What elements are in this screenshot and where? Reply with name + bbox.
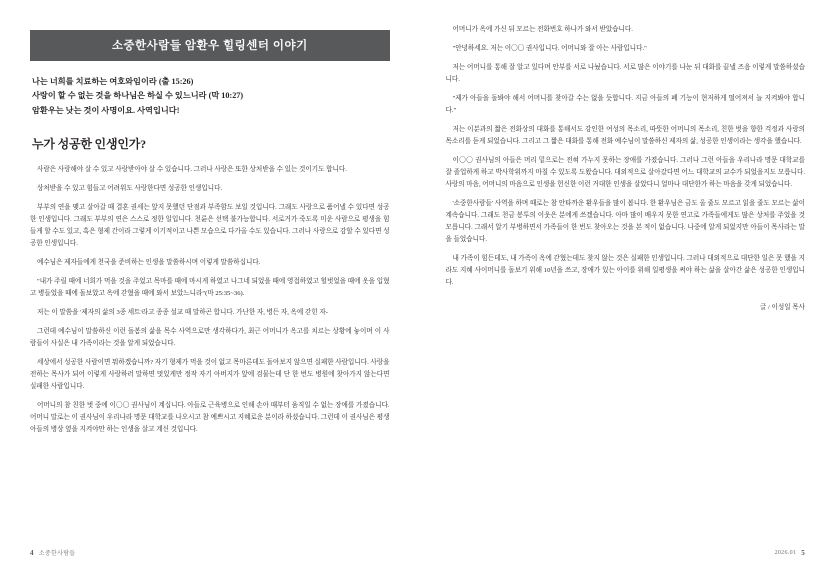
page-gutter bbox=[417, 0, 418, 573]
author-signature: 글 / 이성일 목사 bbox=[760, 304, 805, 311]
scripture-verse-block bbox=[32, 75, 390, 117]
verse-line: 암환우는 낫는 것이 사명이요. 사역입니다! bbox=[32, 105, 180, 115]
paragraph: 어머니의 참 친한 벗 중에 이〇〇 권사님이 계십니다. 아들로 근육병으로 인해 손아 때부터 움직일 수 없는 장애를 가졌습니다. 어머니 말로는 이 권사님이 우리나라 명문 대학교를 나오시고 참 예쁘시고 지혜로운 분이라 하셨습니다. 그런데 이 권사님은 평생 아들의 병상 옆을 지켜야만 하는 인생을 살고 계신 것입니다. bbox=[30, 401, 390, 433]
right-page bbox=[418, 0, 835, 573]
right-page-footer bbox=[775, 549, 805, 557]
paragraph: 그런데 예수님이 말씀하신 이런 돌봄의 삶을 목수 사역으로만 생각하다가, 최근 어머니가 옥고를 치르는 상황에 놓이며 이 사람들이 사실은 내 가족이라는 것을 알게 되었습니다. bbox=[30, 327, 390, 347]
paragraph: 부부의 연을 맺고 살아갈 때 결혼 권세는 앞지 못했던 단점과 부족함도 보일 것입니다. 그래도 사랑으로 품어낼 수 있다면 성공한 인생입니다. 그래도 부부의 연은 스스로 정한 일입니다. 천륜은 선택 불가능합니다. 서로거가 죽도록 미운 사람으로 평생을 힘들게 할 수도 있고, 혹은 형제 간이라 그렇게 이기적이고 나쁜 모습으로 다가올 수도 있습니다. 그러나 사랑으로 감할 수 있다면 성공한 인생입니다. bbox=[30, 203, 390, 247]
paragraph: 상처받을 수 있고 힘들고 어려워도 사랑한다면 성공한 인생입니다. bbox=[37, 184, 223, 192]
issue-date: 2026.01 bbox=[774, 550, 797, 556]
dialogue-paragraph: "안녕하세요. 저는 이〇〇 권사입니다. 어머니와 잘 아는 사람입니다." bbox=[452, 45, 647, 52]
paragraph: 내 가족이 힘든데도, 내 가족이 옥에 갇혔는데도 찾지 않는 것은 실패한 인생입니다. 그러나 대외적으로 대단한 일은 못 했을 지라도 지혜 사이머니를 돌보기 위해 10년을 쓰고, 장애가 있는 아이를 위해 일평생을 써야 하는 삶을 살아간 삶은 성공한 인생입니다. bbox=[445, 255, 805, 286]
paragraph: 세상에서 성공한 사람이면 뭐하겠습니까? 자기 형제가 먹을 것이 없고 목마른데도 돌아보지 않으면 실패한 사람입니다. 사랑을 전하는 목사가 되어 이렇게 사랑하러 말하면 멋있게만 정작 자기 아버지가 앞에 검물는데 단 한 번도 병원에 찾아가지 않는다면 실패한 사람입니다. bbox=[30, 358, 390, 390]
article-title-bar: 소중한사람들 암환우 힐링센터 이야기 bbox=[30, 30, 390, 61]
paragraph: 예수님은 제자들에게 천국을 준비하는 인생을 말씀하시며 이렇게 말씀하십니다. bbox=[37, 258, 261, 266]
page-number: 4 bbox=[30, 548, 34, 557]
verse-line: 사랑이 할 수 없는 것을 하나님은 하실 수 있느니라 (막 10:27) bbox=[32, 91, 244, 101]
page-number: 5 bbox=[801, 549, 805, 557]
verse-line: 나는 너희를 치료하는 여호와임이라 (출 15:26) bbox=[32, 77, 194, 86]
paragraph: '소중한사람들' 사역을 하며 때로는 참 안타까운 환우들을 많이 봅니다. 한 환우님은 금도 올 줄도 모르고 읽을 줄도 모르는 삶이 계속습니다. 그래도 천금 봉투의 이웃은 분에게 쓰겠습니다. 아마 많이 배우지 못한 연고로 가족들에게도 많은 상처를 주었을 것 모릅니다. 그래서 알기 부병하면서 가족들이 한 번도 찾아오는 것을 본 적이 없습니다. 나중에 알게 되었지만 아들이 목사라는 말을 들었습니다. bbox=[445, 200, 805, 243]
paragraph: 어머니가 옥에 가신 뒤 모르는 전화번호 하나가 와서 받았습니다. bbox=[452, 26, 633, 33]
scripture-quote-paragraph: "내가 주릴 때에 너희가 먹을 것을 주었고 목마를 때에 마시게 하였고 나그네 되었을 때에 영접하였고 헐벗었을 때에 옷을 입혔고 병들었을 때에 돌보았고 옥에 갇혔을 때에 와서 보았느니라"(마 25:35~36). bbox=[30, 277, 390, 297]
footer-label: 소중한사람들 bbox=[38, 551, 76, 557]
paragraph: 사람은 사랑해야 살 수 있고 사랑받아야 살 수 있습니다. 그러나 사랑은 또한 상처받을 수 있는 것이기도 합니다. bbox=[37, 165, 347, 173]
dialogue-paragraph: "제가 아들을 돌봐야 해서 어머니를 찾아갈 수는 없을 듯합니다. 지금 아들의 폐 기능이 현저하게 떨어져서 늘 지켜봐야 합니다." bbox=[445, 95, 805, 114]
paragraph: 저는 이분과의 짧은 전화상의 대화를 통해서도 강인한 여성의 목소리, 따뜻한 어머니의 목소리, 친한 벗을 향한 걱정과 사랑의 목소리를 듣게 되었습니다. 그리고 그 짧은 대화를 통해 전화 예수님이 말씀하신 제자의 삶, 성공한 인생이라는 생각을 했습니다. bbox=[445, 126, 805, 145]
section-heading: 누가 성공한 인생인가? bbox=[32, 136, 146, 151]
left-page-footer bbox=[30, 548, 75, 557]
paragraph: 이〇〇 권사님의 아들은 머리 밑으로는 전혀 가누지 못하는 장애를 가졌습니다. 그러나 그런 아들을 우리나라 명문 대학교를 잘 졸업하게 하고 박사학위까지 마칠 수 있도록 도왔습니다. 대외적으로 살아갔다면 어느 대학교의 교수가 되었을지도 모릅니다. 사랑의 마음, 어머니의 마음으로 인생을 헌신한 이런 거대한 인생을 살았다니 얼마나 대단한가 하는 마음을 갖게 되었습니다. bbox=[445, 157, 805, 188]
paragraph: 저는 이 말씀을 '제자의 삶의 3종 세트'라고 종종 설교 때 말하곤 합니다. 가난한 자, 병든 자, 옥에 갇힌 자- bbox=[37, 308, 328, 316]
paragraph: 저는 어머니를 통해 잘 알고 있다며 안부를 서로 나눴습니다. 서로 많은 이야기를 나눈 뒤 대화를 끝낼 즈음 이렇게 말씀하셨습니다. bbox=[445, 64, 805, 83]
